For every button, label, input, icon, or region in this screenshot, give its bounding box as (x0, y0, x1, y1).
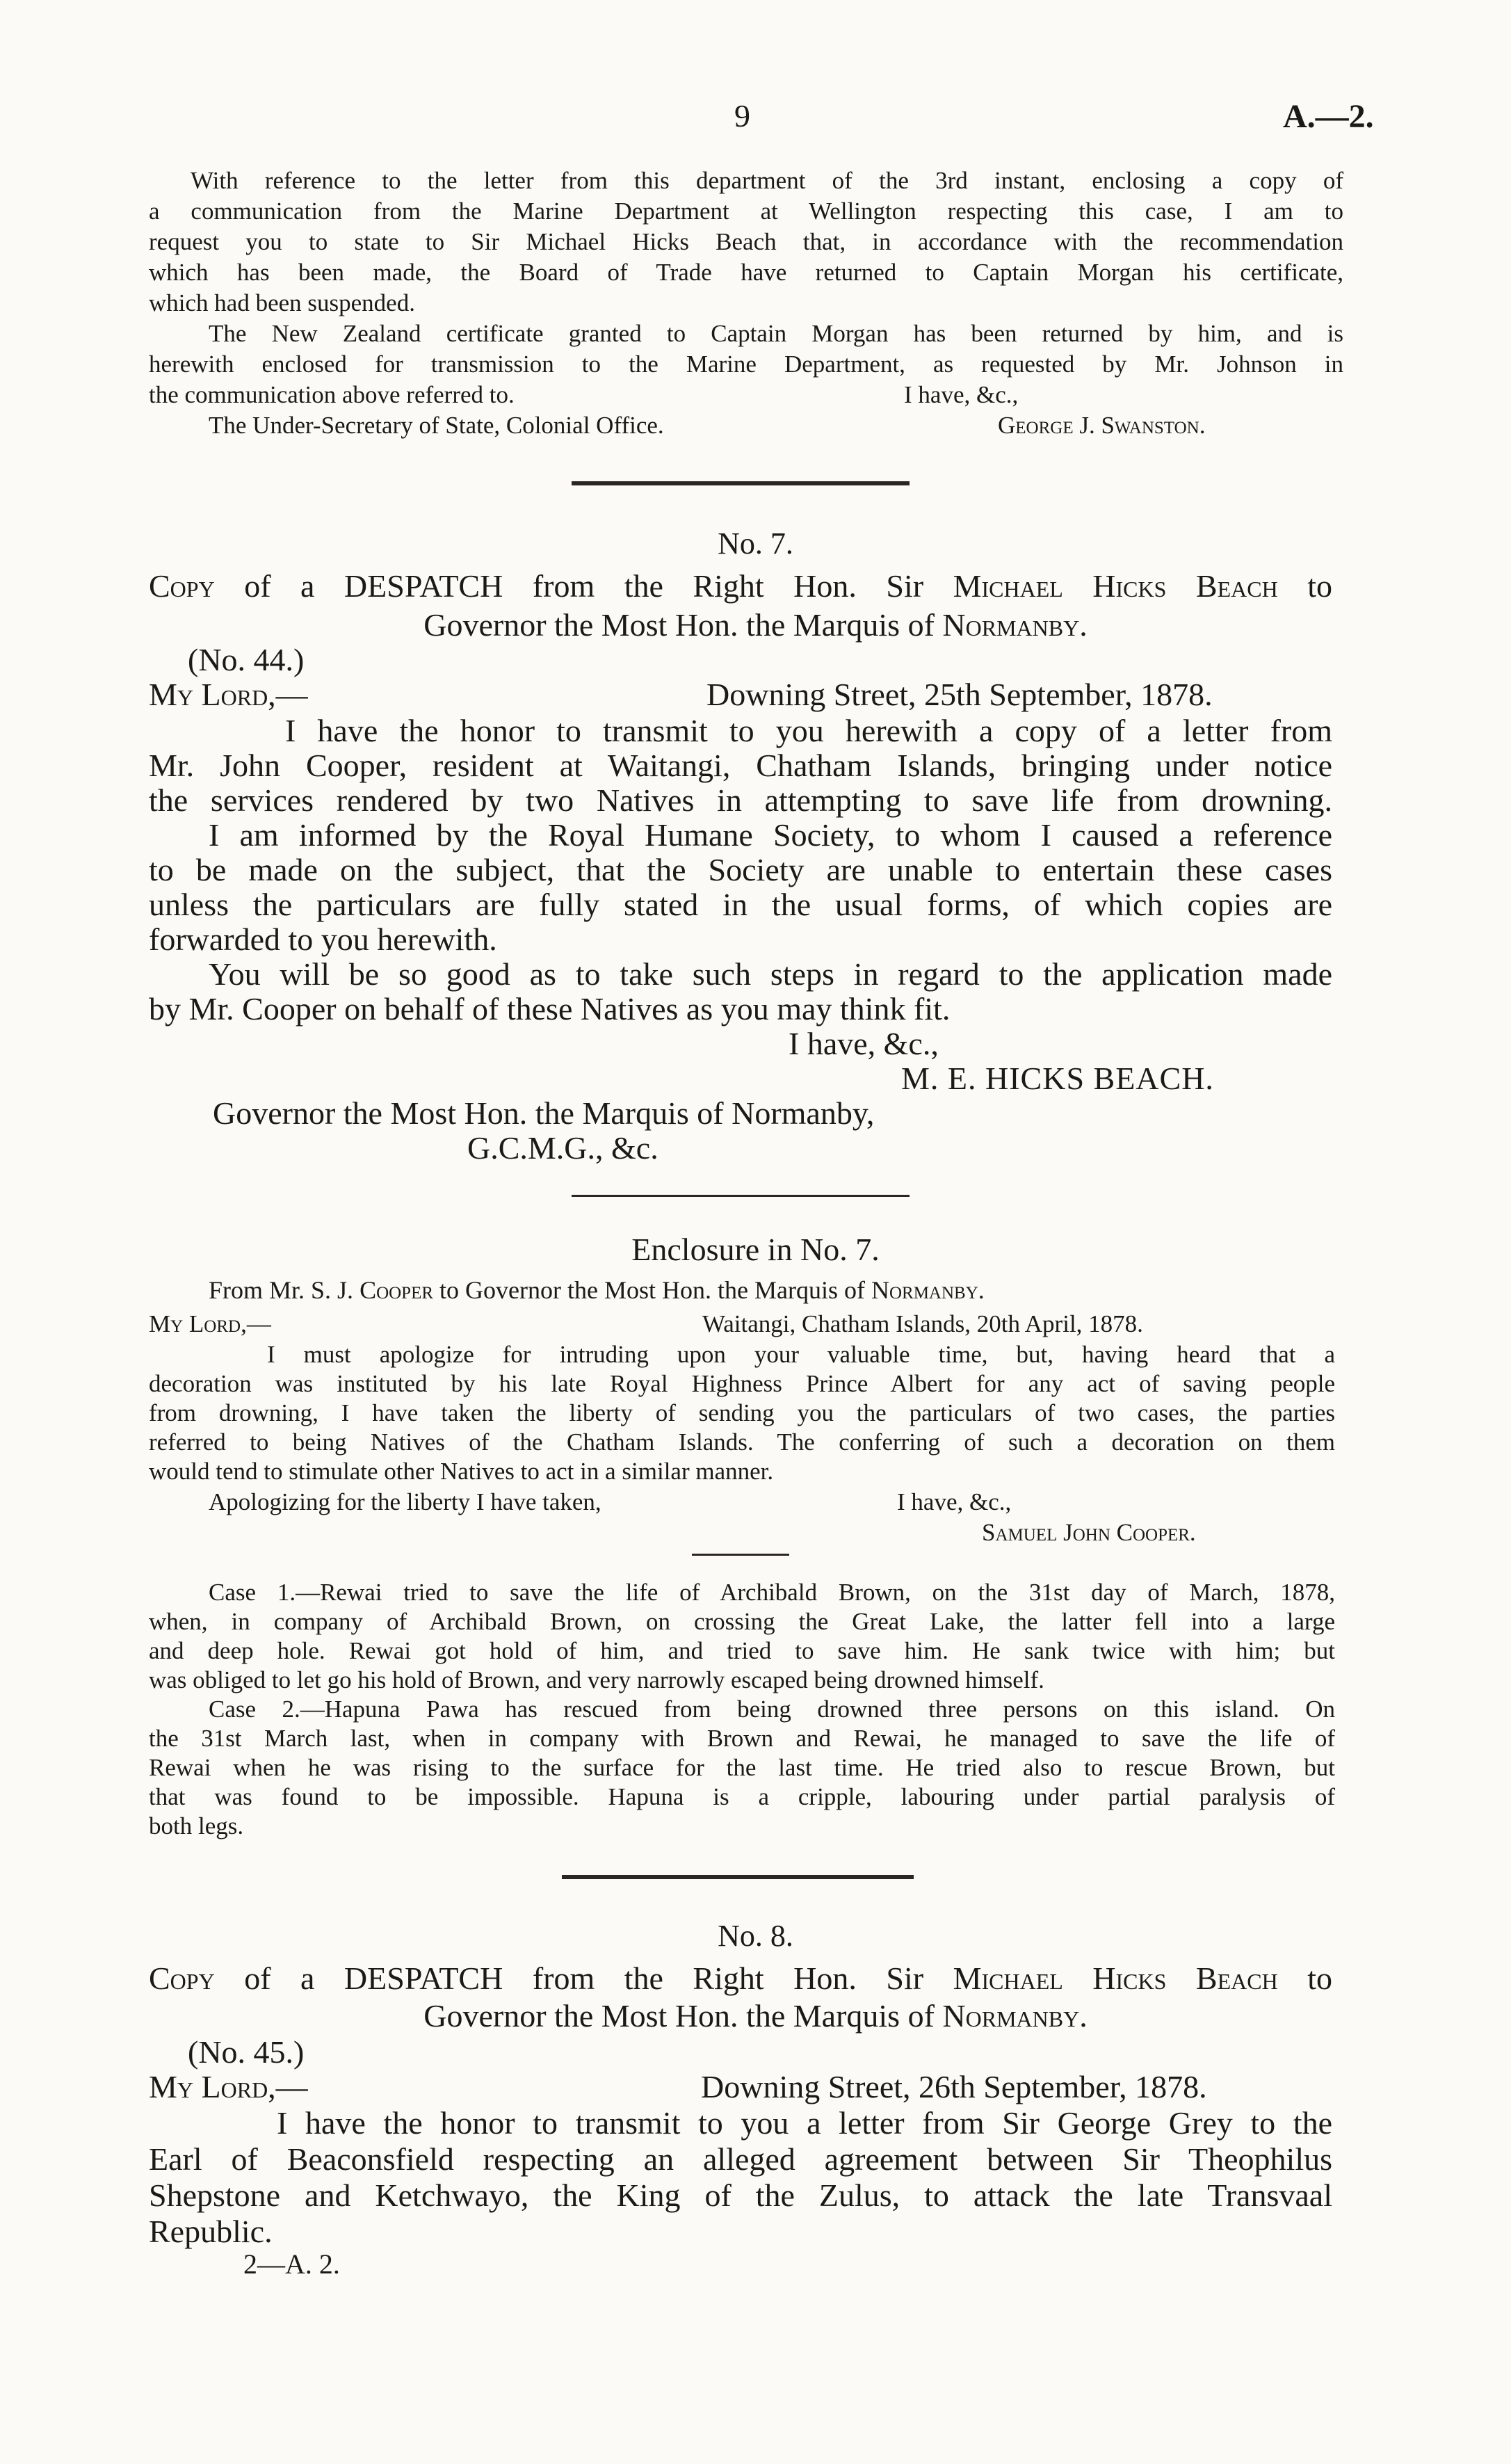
closing: I have, &c., (904, 381, 1019, 408)
text-line: from drowning, I have taken the liberty of sending you the particulars of two cases, the parties (149, 1399, 1335, 1426)
closing: I have, &c., (789, 1026, 939, 1061)
text-line: which had been suspended. (149, 289, 415, 316)
text-line: I have the honor to transmit to you herewith a copy of a letter from (285, 713, 1332, 748)
place-date: Downing Street, 25th September, 1878. (706, 677, 1213, 712)
signature: M. E. HICKS BEACH. (901, 1061, 1214, 1096)
short-divider (692, 1554, 789, 1556)
text-line: I must apologize for intruding upon your valuable time, but, having heard that a (267, 1341, 1335, 1368)
section-divider (562, 1875, 914, 1879)
closing: I have, &c., (897, 1488, 1012, 1515)
text-line: by Mr. Cooper on behalf of these Natives as you may think fit. (149, 991, 951, 1026)
text-line: request you to state to Sir Michael Hicks Beach that, in accordance with the recommendation (149, 228, 1343, 255)
despatch-title-2: Governor the Most Hon. the Marquis of Normanby. (423, 607, 1088, 643)
signature: Samuel John Cooper. (982, 1519, 1196, 1546)
addressee-line: G.C.M.G., &c. (467, 1130, 658, 1166)
despatch-ref: (No. 45.) (188, 2034, 305, 2070)
case-2-line: Rewai when he was rising to the surface for the last time. He tried also to rescue Brown, but (149, 1754, 1335, 1781)
text-line: With reference to the letter from this department of the 3rd instant, enclosing a copy of (191, 167, 1343, 194)
section-heading: No. 7. (718, 526, 793, 561)
text-line: Shepstone and Ketchwayo, the King of the Zulus, to attack the late Transvaal (149, 2177, 1332, 2213)
section-heading: No. 8. (718, 1919, 793, 1953)
case-2-line: that was found to be impossible. Hapuna is a cripple, labouring under partial paralysis of (149, 1783, 1335, 1810)
page-number: 9 (734, 98, 750, 134)
text-line: I am informed by the Royal Humane Society, to whom I caused a reference (209, 817, 1332, 853)
section-divider (572, 1195, 910, 1197)
text-line: herewith enclosed for transmission to the Marine Department, as requested by Mr. Johnson in (149, 351, 1343, 378)
signature: George J. Swanston. (998, 412, 1206, 439)
case-2-line: the 31st March last, when in company with Brown and Rewai, he managed to save the life of (149, 1725, 1335, 1752)
salutation: My Lord,— (149, 1310, 271, 1337)
addressee: The Under-Secretary of State, Colonial Office. (209, 412, 664, 439)
despatch-title: Copy of a DESPATCH from the Right Hon. Sir Michael Hicks Beach to (149, 568, 1332, 604)
signature-mark: 2—A. 2. (243, 2248, 340, 2280)
text-line: the services rendered by two Natives in attempting to save life from drowning. (149, 782, 1332, 818)
text-line: I have the honor to transmit to you a letter from Sir George Grey to the (277, 2105, 1332, 2141)
case-1-line: Case 1.—Rewai tried to save the life of Archibald Brown, on the 31st day of March, 1878, (209, 1579, 1335, 1606)
text-line: unless the particulars are fully stated in the usual forms, of which copies are (149, 887, 1332, 922)
copy-label: Copy (149, 568, 215, 604)
document-reference: A.—2. (1283, 98, 1374, 135)
section-heading: Enclosure in No. 7. (631, 1232, 880, 1267)
text-line: decoration was instituted by his late Royal Highness Prince Albert for any act of saving people (149, 1370, 1335, 1397)
text-line: Republic. (149, 2214, 273, 2249)
despatch-title-2: Governor the Most Hon. the Marquis of Normanby. (423, 1998, 1088, 2034)
case-1-line: and deep hole. Rewai got hold of him, and tried to save him. He sank twice with him; but (149, 1637, 1335, 1664)
text-line: to be made on the subject, that the Society are unable to entertain these cases (149, 852, 1332, 887)
text-line: the communication above referred to. (149, 381, 515, 408)
case-2-line: Case 2.—Hapuna Pawa has rescued from being drowned three persons on this island. On (209, 1696, 1335, 1723)
apology: Apologizing for the liberty I have taken, (209, 1488, 601, 1515)
copy-label: Copy (149, 1960, 215, 1996)
text-line: You will be so good as to take such steps in regard to the application made (209, 956, 1332, 992)
despatch-title: Copy of a DESPATCH from the Right Hon. Sir Michael Hicks Beach to (149, 1960, 1332, 1996)
text-line: would tend to stimulate other Natives to act in a similar manner. (149, 1458, 774, 1485)
text-line: which has been made, the Board of Trade have returned to Captain Morgan his certificate, (149, 259, 1343, 286)
addressee-line: Governor the Most Hon. the Marquis of Normanby, (213, 1095, 875, 1131)
despatch-ref: (No. 44.) (188, 642, 305, 677)
case-2-line: both legs. (149, 1812, 244, 1839)
case-1-line: when, in company of Archibald Brown, on crossing the Great Lake, the latter fell into a large (149, 1608, 1335, 1635)
text-line: forwarded to you herewith. (149, 921, 497, 957)
case-1-line: was obliged to let go his hold of Brown, and very narrowly escaped being drowned himself. (149, 1666, 1044, 1693)
text-line: referred to being Natives of the Chatham Islands. The conferring of such a decoration on them (149, 1428, 1335, 1456)
section-divider (572, 481, 910, 485)
text-line: The New Zealand certificate granted to Captain Morgan has been returned by him, and is (209, 320, 1343, 347)
salutation: My Lord,— (149, 2069, 308, 2104)
place-date: Downing Street, 26th September, 1878. (701, 2069, 1207, 2104)
place-date: Waitangi, Chatham Islands, 20th April, 1878. (702, 1310, 1143, 1337)
text-line: a communication from the Marine Department at Wellington respecting this case, I am to (149, 198, 1343, 225)
text-line: Earl of Beaconsfield respecting an alleged agreement between Sir Theophilus (149, 2141, 1332, 2177)
text-line: Mr. John Cooper, resident at Waitangi, Chatham Islands, bringing under notice (149, 748, 1332, 783)
from-line: From Mr. S. J. Cooper to Governor the Most Hon. the Marquis of Normanby. (209, 1276, 985, 1304)
salutation: My Lord,— (149, 677, 308, 712)
